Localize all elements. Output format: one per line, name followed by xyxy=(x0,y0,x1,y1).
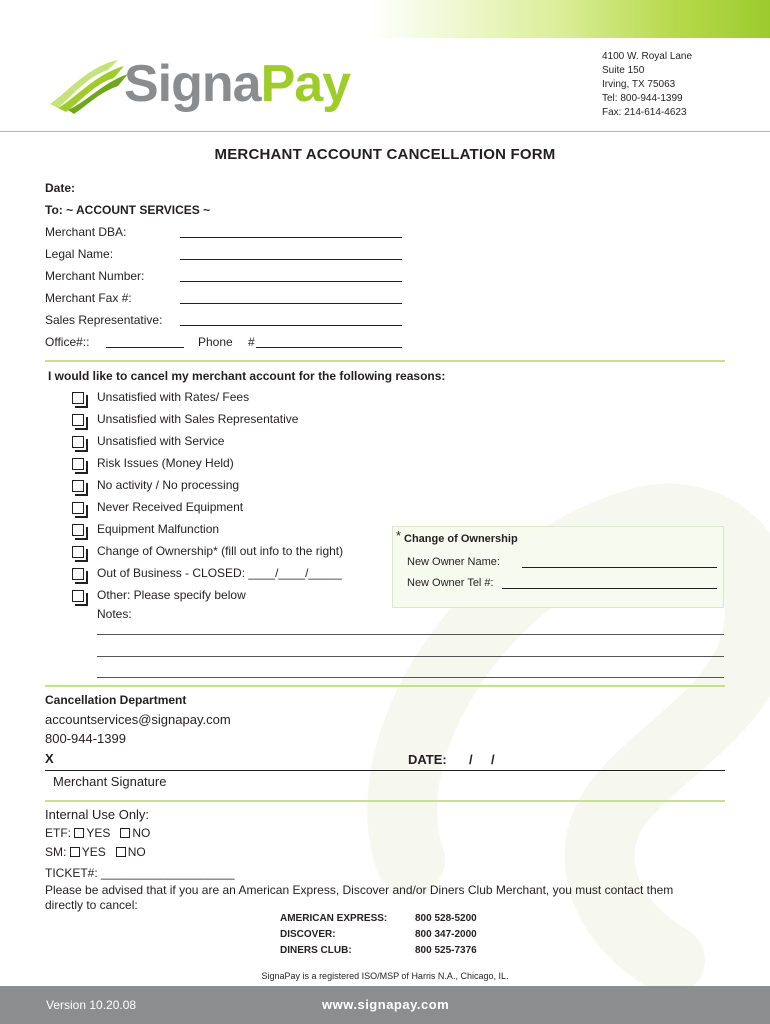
reason-checkbox[interactable] xyxy=(72,502,84,514)
merchant-fax-label: Merchant Fax #: xyxy=(45,291,132,305)
reason-checkbox[interactable] xyxy=(72,590,84,602)
etf-yes-checkbox[interactable] xyxy=(74,828,84,838)
date-separator: / xyxy=(469,752,473,767)
reason-checkbox[interactable] xyxy=(72,436,84,448)
reason-label: No activity / No processing xyxy=(97,478,240,492)
notes-line[interactable] xyxy=(97,634,724,635)
reason-checkbox[interactable] xyxy=(72,414,84,426)
advisory-line-2: directly to cancel: xyxy=(45,898,138,912)
new-owner-name-field[interactable] xyxy=(522,567,717,568)
merchant-dba-field[interactable] xyxy=(180,237,402,238)
office-label: Office#:: xyxy=(45,335,90,349)
date-label: Date: xyxy=(45,181,76,195)
phone-field[interactable] xyxy=(256,347,402,348)
notes-line[interactable] xyxy=(97,656,724,657)
no-label: NO xyxy=(132,826,151,840)
reason-checkbox[interactable] xyxy=(72,546,84,558)
top-decorative-band xyxy=(0,0,770,38)
notes-label: Notes: xyxy=(97,607,132,621)
reason-checkbox[interactable] xyxy=(72,458,84,470)
footer-bar xyxy=(0,986,770,1024)
reason-label: Unsatisfied with Sales Representative xyxy=(97,412,299,426)
website-link[interactable]: www.signapay.com xyxy=(322,997,450,1012)
ownership-asterisk: * xyxy=(396,528,402,543)
reason-label: Risk Issues (Money Held) xyxy=(97,456,234,470)
sales-rep-label: Sales Representative: xyxy=(45,313,163,327)
office-field[interactable] xyxy=(106,347,184,348)
phone-hash: # xyxy=(248,335,255,349)
reason-label: Other: Please specify below xyxy=(97,588,246,602)
no-label: NO xyxy=(127,845,146,859)
notes-line[interactable] xyxy=(97,677,724,678)
registered-notice: SignaPay is a registered ISO/MSP of Harris N.A., Chicago, IL. xyxy=(261,971,509,981)
contact-number: 800 528-5200 xyxy=(415,913,477,924)
yes-label: YES xyxy=(86,826,111,840)
reason-checkbox[interactable] xyxy=(72,392,84,404)
reason-checkbox[interactable] xyxy=(72,524,84,536)
sm-yes-checkbox[interactable] xyxy=(70,847,80,857)
sm-row xyxy=(45,845,146,859)
merchant-number-field[interactable] xyxy=(180,281,402,282)
to-label: To: ~ ACCOUNT SERVICES ~ xyxy=(45,203,211,217)
reason-label: Out of Business - CLOSED: ____/____/_____ xyxy=(97,566,342,580)
signature-date-label: DATE: xyxy=(408,752,447,767)
contact-number: 800 347-2000 xyxy=(415,929,477,940)
address-city: Irving, TX 75063 xyxy=(602,79,676,90)
version-label: Version 10.20.08 xyxy=(46,998,137,1012)
address-tel: Tel: 800-944-1399 xyxy=(602,93,683,104)
reason-checkbox[interactable] xyxy=(72,480,84,492)
cancellation-heading: Cancellation Department xyxy=(45,693,187,707)
advisory-line-1: Please be advised that if you are an American Express, Discover and/or Diners Club Merchant, you must contact them xyxy=(45,883,674,897)
legal-name-field[interactable] xyxy=(180,259,402,260)
merchant-dba-label: Merchant DBA: xyxy=(45,225,127,239)
sales-rep-field[interactable] xyxy=(180,325,402,326)
section-divider xyxy=(45,685,725,687)
new-owner-name-label: New Owner Name: xyxy=(407,556,500,568)
section-divider xyxy=(45,360,725,362)
reason-label: Unsatisfied with Rates/ Fees xyxy=(97,390,250,404)
reason-checkbox[interactable] xyxy=(72,568,84,580)
form-title: MERCHANT ACCOUNT CANCELLATION FORM xyxy=(214,146,556,163)
section-divider xyxy=(45,800,725,802)
merchant-signature-label: Merchant Signature xyxy=(53,774,167,789)
logo-signa-text: Signa xyxy=(124,55,261,113)
logo-pay-text: Pay xyxy=(260,55,351,113)
company-address xyxy=(602,50,692,120)
contact-name: DISCOVER: xyxy=(280,929,336,940)
header-divider xyxy=(0,131,770,132)
sm-no-checkbox[interactable] xyxy=(116,847,126,857)
internal-use-heading: Internal Use Only: xyxy=(45,807,150,822)
cancellation-email: accountservices@signapay.com xyxy=(45,712,231,727)
yes-label: YES xyxy=(81,845,106,859)
sm-label: SM: xyxy=(45,845,67,859)
contact-name: DINERS CLUB: xyxy=(280,945,352,956)
legal-name-label: Legal Name: xyxy=(45,247,114,261)
etf-no-checkbox[interactable] xyxy=(120,828,130,838)
ownership-title: Change of Ownership xyxy=(404,533,518,545)
reasons-heading: I would like to cancel my merchant account for the following reasons: xyxy=(48,369,446,383)
contact-number: 800 525-7376 xyxy=(415,945,477,956)
phone-label: Phone xyxy=(198,335,233,349)
reason-label: Never Received Equipment xyxy=(97,500,244,514)
reason-label: Unsatisfied with Service xyxy=(97,434,225,448)
etf-label: ETF: xyxy=(45,826,71,840)
ticket-field[interactable]: TICKET#: ____________________ xyxy=(45,866,235,880)
date-separator: / xyxy=(491,752,495,767)
merchant-number-label: Merchant Number: xyxy=(45,269,145,283)
merchant-fax-field[interactable] xyxy=(180,303,402,304)
reason-label: Change of Ownership* (fill out info to the right) xyxy=(97,544,344,558)
cancellation-phone: 800-944-1399 xyxy=(45,731,126,746)
new-owner-tel-field[interactable] xyxy=(502,588,717,589)
signature-line[interactable] xyxy=(45,770,725,771)
reason-label: Equipment Malfunction xyxy=(97,522,220,536)
address-suite: Suite 150 xyxy=(602,65,645,76)
address-fax: Fax: 214-614-4623 xyxy=(602,107,687,118)
address-street: 4100 W. Royal Lane xyxy=(602,51,693,62)
new-owner-tel-label: New Owner Tel #: xyxy=(407,577,494,589)
contact-name: AMERICAN EXPRESS: xyxy=(280,913,388,924)
signapay-logo xyxy=(124,54,350,114)
signature-x: X xyxy=(45,751,54,766)
etf-row xyxy=(45,826,150,840)
